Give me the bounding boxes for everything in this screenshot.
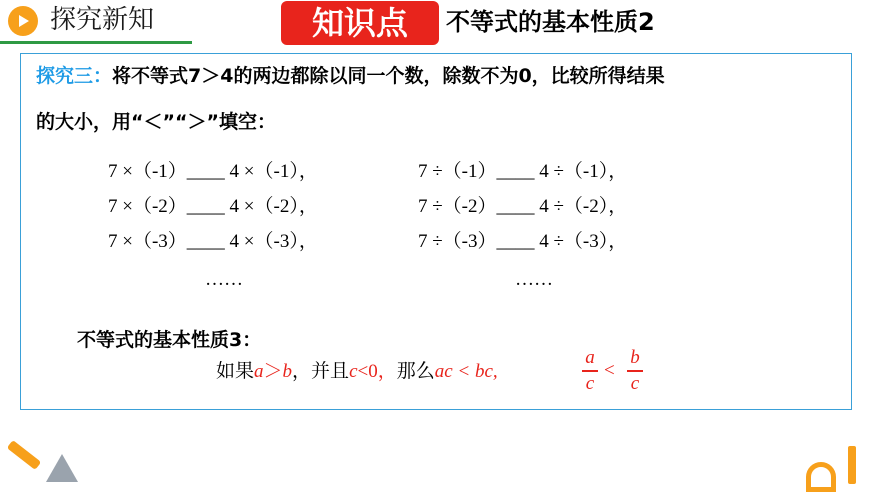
pencil-icon [7,440,42,470]
play-circle-icon [8,6,38,36]
divide-expr-1: 7 ÷（-1）____ 4 ÷（-1）， [418,161,628,182]
then-text: 那么 [396,360,435,382]
divide-expr-3: 7 ÷（-3）____ 4 ÷（-3）， [418,231,628,252]
section-underline [0,41,192,44]
divide-expr-2: 7 ÷（-2）____ 4 ÷（-2）， [418,196,628,217]
pencil-icon [848,446,856,484]
property-statement [216,358,498,385]
if-text: 如果 [216,360,255,382]
frac-a-numerator: a [585,347,595,368]
frac-b-bar [627,370,643,372]
multiply-ellipsis: …… [205,269,243,290]
frac-b-numerator: b [630,347,640,368]
property-heading: 不等式的基本性质3： [77,329,262,351]
var-c: c [349,361,358,382]
triangle-ruler-icon [46,454,78,482]
section-header [0,0,200,46]
and-text: 并且 [311,360,350,382]
var-b: b [282,361,293,382]
protractor-icon [806,462,836,492]
frac-lt-sign: < [604,360,615,381]
multiply-expr-3: 7 ×（-3）____ 4 ×（-3）， [108,231,318,252]
less-than-zero: <0， [357,361,397,382]
divide-ellipsis: …… [515,269,553,290]
topic-badge: 知识点 [281,1,439,45]
frac-a-denominator: c [585,373,595,394]
comma-1: ， [292,360,312,382]
frac-a-bar [582,370,598,372]
gt-sign: ＞ [263,361,283,382]
multiply-expr-1: 7 ×（-1）____ 4 ×（-1）， [108,161,318,182]
prompt-line-2: 的大小，用“＜”“＞”填空： [36,111,276,133]
frac-b-denominator: c [630,373,640,394]
section-title: 探究新知 [50,5,155,35]
var-a: a [254,361,264,382]
multiply-expr-2: 7 ×（-2）____ 4 ×（-2）， [108,196,318,217]
prompt-label: 探究三： [36,65,113,87]
prompt-line-1 [36,62,836,90]
topic-title: 不等式的基本性质2 [446,8,655,36]
prompt-text-1: 将不等式7＞4的两边都除以同一个数，除数不为0，比较所得结果 [112,65,665,87]
ac-bc: ac < bc, [434,361,498,382]
